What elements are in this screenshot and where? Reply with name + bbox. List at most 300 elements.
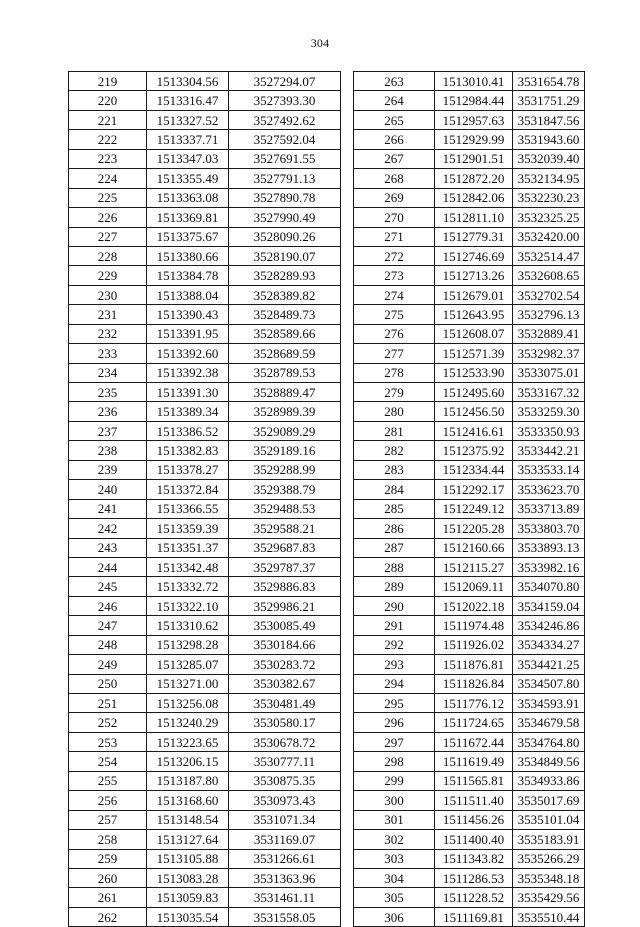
point-number-cell: 275 bbox=[354, 305, 435, 324]
y-coordinate-cell: 3533167.32 bbox=[513, 383, 585, 402]
point-number-cell: 233 bbox=[69, 344, 147, 363]
table-row bbox=[69, 285, 341, 304]
table-row bbox=[354, 363, 585, 382]
point-number-cell: 251 bbox=[69, 694, 147, 713]
point-number-cell: 277 bbox=[354, 344, 435, 363]
table-row bbox=[354, 402, 585, 421]
point-number-cell: 253 bbox=[69, 732, 147, 751]
y-coordinate-cell: 3530777.11 bbox=[229, 752, 341, 771]
y-coordinate-cell: 3528389.82 bbox=[229, 285, 341, 304]
x-coordinate-cell: 1511926.02 bbox=[435, 635, 513, 654]
y-coordinate-cell: 3535429.56 bbox=[513, 888, 585, 907]
point-number-cell: 290 bbox=[354, 596, 435, 615]
x-coordinate-cell: 1512375.92 bbox=[435, 441, 513, 460]
x-coordinate-cell: 1513010.41 bbox=[435, 72, 513, 91]
table-row bbox=[69, 402, 341, 421]
table-row bbox=[69, 655, 341, 674]
y-coordinate-cell: 3527890.78 bbox=[229, 188, 341, 207]
point-number-cell: 271 bbox=[354, 227, 435, 246]
y-coordinate-cell: 3529588.21 bbox=[229, 519, 341, 538]
x-coordinate-cell: 1512115.27 bbox=[435, 557, 513, 576]
point-number-cell: 228 bbox=[69, 246, 147, 265]
y-coordinate-cell: 3528689.59 bbox=[229, 344, 341, 363]
table-row bbox=[354, 421, 585, 440]
table-row bbox=[69, 616, 341, 635]
x-coordinate-cell: 1513059.83 bbox=[147, 888, 229, 907]
x-coordinate-cell: 1513105.88 bbox=[147, 849, 229, 868]
y-coordinate-cell: 3532702.54 bbox=[513, 285, 585, 304]
y-coordinate-cell: 3534849.56 bbox=[513, 752, 585, 771]
x-coordinate-cell: 1512957.63 bbox=[435, 110, 513, 129]
y-coordinate-cell: 3529189.16 bbox=[229, 441, 341, 460]
table-row bbox=[69, 810, 341, 829]
x-coordinate-cell: 1513372.84 bbox=[147, 480, 229, 499]
y-coordinate-cell: 3528489.73 bbox=[229, 305, 341, 324]
x-coordinate-cell: 1513083.28 bbox=[147, 868, 229, 887]
y-coordinate-cell: 3533259.30 bbox=[513, 402, 585, 421]
x-coordinate-cell: 1511169.81 bbox=[435, 907, 513, 926]
table-row bbox=[69, 577, 341, 596]
y-coordinate-cell: 3527592.04 bbox=[229, 130, 341, 149]
point-number-cell: 294 bbox=[354, 674, 435, 693]
x-coordinate-cell: 1512069.11 bbox=[435, 577, 513, 596]
point-number-cell: 278 bbox=[354, 363, 435, 382]
point-number-cell: 269 bbox=[354, 188, 435, 207]
point-number-cell: 244 bbox=[69, 557, 147, 576]
table-row bbox=[69, 635, 341, 654]
table-row bbox=[69, 538, 341, 557]
point-number-cell: 242 bbox=[69, 519, 147, 538]
y-coordinate-cell: 3532420.00 bbox=[513, 227, 585, 246]
x-coordinate-cell: 1512533.90 bbox=[435, 363, 513, 382]
y-coordinate-cell: 3529886.83 bbox=[229, 577, 341, 596]
table-row bbox=[354, 324, 585, 343]
point-number-cell: 289 bbox=[354, 577, 435, 596]
coordinate-table-left-body bbox=[69, 72, 341, 927]
y-coordinate-cell: 3534593.91 bbox=[513, 694, 585, 713]
y-coordinate-cell: 3530283.72 bbox=[229, 655, 341, 674]
y-coordinate-cell: 3531558.05 bbox=[229, 907, 341, 926]
y-coordinate-cell: 3533350.93 bbox=[513, 421, 585, 440]
table-row bbox=[354, 674, 585, 693]
point-number-cell: 265 bbox=[354, 110, 435, 129]
y-coordinate-cell: 3528090.26 bbox=[229, 227, 341, 246]
y-coordinate-cell: 3532982.37 bbox=[513, 344, 585, 363]
point-number-cell: 303 bbox=[354, 849, 435, 868]
x-coordinate-cell: 1511456.26 bbox=[435, 810, 513, 829]
x-coordinate-cell: 1512416.61 bbox=[435, 421, 513, 440]
table-row bbox=[354, 130, 585, 149]
y-coordinate-cell: 3534933.86 bbox=[513, 771, 585, 790]
point-number-cell: 227 bbox=[69, 227, 147, 246]
y-coordinate-cell: 3533982.16 bbox=[513, 557, 585, 576]
y-coordinate-cell: 3531847.56 bbox=[513, 110, 585, 129]
coordinate-table-right bbox=[353, 71, 585, 927]
x-coordinate-cell: 1512984.44 bbox=[435, 91, 513, 110]
x-coordinate-cell: 1513375.67 bbox=[147, 227, 229, 246]
point-number-cell: 302 bbox=[354, 830, 435, 849]
point-number-cell: 222 bbox=[69, 130, 147, 149]
point-number-cell: 243 bbox=[69, 538, 147, 557]
point-number-cell: 282 bbox=[354, 441, 435, 460]
x-coordinate-cell: 1512495.60 bbox=[435, 383, 513, 402]
x-coordinate-cell: 1512205.28 bbox=[435, 519, 513, 538]
table-row bbox=[354, 635, 585, 654]
table-row bbox=[69, 849, 341, 868]
y-coordinate-cell: 3527791.13 bbox=[229, 169, 341, 188]
x-coordinate-cell: 1512608.07 bbox=[435, 324, 513, 343]
x-coordinate-cell: 1511826.84 bbox=[435, 674, 513, 693]
point-number-cell: 248 bbox=[69, 635, 147, 654]
point-number-cell: 238 bbox=[69, 441, 147, 460]
table-row bbox=[354, 519, 585, 538]
y-coordinate-cell: 3533075.01 bbox=[513, 363, 585, 382]
point-number-cell: 252 bbox=[69, 713, 147, 732]
x-coordinate-cell: 1512456.50 bbox=[435, 402, 513, 421]
table-row bbox=[69, 421, 341, 440]
point-number-cell: 256 bbox=[69, 791, 147, 810]
table-row bbox=[69, 519, 341, 538]
x-coordinate-cell: 1513316.47 bbox=[147, 91, 229, 110]
table-row bbox=[69, 907, 341, 926]
point-number-cell: 270 bbox=[354, 208, 435, 227]
point-number-cell: 259 bbox=[69, 849, 147, 868]
point-number-cell: 280 bbox=[354, 402, 435, 421]
x-coordinate-cell: 1513386.52 bbox=[147, 421, 229, 440]
point-number-cell: 258 bbox=[69, 830, 147, 849]
point-number-cell: 298 bbox=[354, 752, 435, 771]
point-number-cell: 260 bbox=[69, 868, 147, 887]
y-coordinate-cell: 3531363.96 bbox=[229, 868, 341, 887]
x-coordinate-cell: 1513256.08 bbox=[147, 694, 229, 713]
table-row bbox=[69, 72, 341, 91]
table-row bbox=[354, 907, 585, 926]
point-number-cell: 291 bbox=[354, 616, 435, 635]
y-coordinate-cell: 3535017.69 bbox=[513, 791, 585, 810]
table-row bbox=[69, 441, 341, 460]
table-row bbox=[69, 110, 341, 129]
point-number-cell: 225 bbox=[69, 188, 147, 207]
table-row bbox=[69, 732, 341, 751]
table-row bbox=[69, 91, 341, 110]
y-coordinate-cell: 3529687.83 bbox=[229, 538, 341, 557]
point-number-cell: 297 bbox=[354, 732, 435, 751]
table-row bbox=[69, 694, 341, 713]
table-row bbox=[69, 752, 341, 771]
x-coordinate-cell: 1511974.48 bbox=[435, 616, 513, 635]
table-row bbox=[354, 577, 585, 596]
y-coordinate-cell: 3532608.65 bbox=[513, 266, 585, 285]
table-row bbox=[69, 499, 341, 518]
x-coordinate-cell: 1512643.95 bbox=[435, 305, 513, 324]
y-coordinate-cell: 3528889.47 bbox=[229, 383, 341, 402]
x-coordinate-cell: 1511619.49 bbox=[435, 752, 513, 771]
table-row bbox=[69, 460, 341, 479]
table-row bbox=[69, 383, 341, 402]
y-coordinate-cell: 3527294.07 bbox=[229, 72, 341, 91]
x-coordinate-cell: 1512842.06 bbox=[435, 188, 513, 207]
y-coordinate-cell: 3535101.04 bbox=[513, 810, 585, 829]
y-coordinate-cell: 3529288.99 bbox=[229, 460, 341, 479]
x-coordinate-cell: 1513310.62 bbox=[147, 616, 229, 635]
x-coordinate-cell: 1513366.55 bbox=[147, 499, 229, 518]
y-coordinate-cell: 3535266.29 bbox=[513, 849, 585, 868]
y-coordinate-cell: 3531461.11 bbox=[229, 888, 341, 907]
table-row bbox=[69, 596, 341, 615]
x-coordinate-cell: 1513337.71 bbox=[147, 130, 229, 149]
y-coordinate-cell: 3530481.49 bbox=[229, 694, 341, 713]
x-coordinate-cell: 1513168.60 bbox=[147, 791, 229, 810]
y-coordinate-cell: 3530875.35 bbox=[229, 771, 341, 790]
x-coordinate-cell: 1513206.15 bbox=[147, 752, 229, 771]
x-coordinate-cell: 1512929.99 bbox=[435, 130, 513, 149]
y-coordinate-cell: 3532230.23 bbox=[513, 188, 585, 207]
y-coordinate-cell: 3532796.13 bbox=[513, 305, 585, 324]
table-row bbox=[354, 72, 585, 91]
table-row bbox=[354, 460, 585, 479]
table-row bbox=[354, 616, 585, 635]
table-row bbox=[69, 713, 341, 732]
x-coordinate-cell: 1513391.30 bbox=[147, 383, 229, 402]
table-row bbox=[69, 246, 341, 265]
x-coordinate-cell: 1513389.34 bbox=[147, 402, 229, 421]
x-coordinate-cell: 1513347.03 bbox=[147, 149, 229, 168]
x-coordinate-cell: 1513035.54 bbox=[147, 907, 229, 926]
point-number-cell: 257 bbox=[69, 810, 147, 829]
table-row bbox=[69, 324, 341, 343]
y-coordinate-cell: 3531943.60 bbox=[513, 130, 585, 149]
y-coordinate-cell: 3530382.67 bbox=[229, 674, 341, 693]
table-row bbox=[354, 227, 585, 246]
y-coordinate-cell: 3527393.30 bbox=[229, 91, 341, 110]
x-coordinate-cell: 1511286.53 bbox=[435, 868, 513, 887]
table-row bbox=[354, 888, 585, 907]
x-coordinate-cell: 1513148.54 bbox=[147, 810, 229, 829]
x-coordinate-cell: 1513223.65 bbox=[147, 732, 229, 751]
table-row bbox=[69, 888, 341, 907]
table-row bbox=[354, 344, 585, 363]
y-coordinate-cell: 3534421.25 bbox=[513, 655, 585, 674]
table-row bbox=[69, 169, 341, 188]
point-number-cell: 263 bbox=[354, 72, 435, 91]
y-coordinate-cell: 3532325.25 bbox=[513, 208, 585, 227]
x-coordinate-cell: 1513127.64 bbox=[147, 830, 229, 849]
point-number-cell: 239 bbox=[69, 460, 147, 479]
point-number-cell: 254 bbox=[69, 752, 147, 771]
y-coordinate-cell: 3534679.58 bbox=[513, 713, 585, 732]
y-coordinate-cell: 3531751.29 bbox=[513, 91, 585, 110]
point-number-cell: 304 bbox=[354, 868, 435, 887]
point-number-cell: 240 bbox=[69, 480, 147, 499]
y-coordinate-cell: 3529089.29 bbox=[229, 421, 341, 440]
y-coordinate-cell: 3530580.17 bbox=[229, 713, 341, 732]
table-row bbox=[354, 596, 585, 615]
table-row bbox=[354, 655, 585, 674]
table-row bbox=[69, 227, 341, 246]
point-number-cell: 296 bbox=[354, 713, 435, 732]
point-number-cell: 255 bbox=[69, 771, 147, 790]
point-number-cell: 281 bbox=[354, 421, 435, 440]
y-coordinate-cell: 3529986.21 bbox=[229, 596, 341, 615]
point-number-cell: 224 bbox=[69, 169, 147, 188]
table-row bbox=[69, 791, 341, 810]
table-row bbox=[354, 149, 585, 168]
x-coordinate-cell: 1511776.12 bbox=[435, 694, 513, 713]
table-row bbox=[354, 791, 585, 810]
point-number-cell: 236 bbox=[69, 402, 147, 421]
x-coordinate-cell: 1512292.17 bbox=[435, 480, 513, 499]
y-coordinate-cell: 3533803.70 bbox=[513, 519, 585, 538]
table-row bbox=[354, 441, 585, 460]
table-row bbox=[354, 849, 585, 868]
point-number-cell: 288 bbox=[354, 557, 435, 576]
y-coordinate-cell: 3527492.62 bbox=[229, 110, 341, 129]
point-number-cell: 246 bbox=[69, 596, 147, 615]
y-coordinate-cell: 3530678.72 bbox=[229, 732, 341, 751]
y-coordinate-cell: 3528190.07 bbox=[229, 246, 341, 265]
x-coordinate-cell: 1513384.78 bbox=[147, 266, 229, 285]
x-coordinate-cell: 1512779.31 bbox=[435, 227, 513, 246]
point-number-cell: 262 bbox=[69, 907, 147, 926]
point-number-cell: 230 bbox=[69, 285, 147, 304]
point-number-cell: 229 bbox=[69, 266, 147, 285]
y-coordinate-cell: 3532889.41 bbox=[513, 324, 585, 343]
y-coordinate-cell: 3527990.49 bbox=[229, 208, 341, 227]
x-coordinate-cell: 1512901.51 bbox=[435, 149, 513, 168]
point-number-cell: 247 bbox=[69, 616, 147, 635]
table-row bbox=[354, 246, 585, 265]
point-number-cell: 235 bbox=[69, 383, 147, 402]
y-coordinate-cell: 3534246.86 bbox=[513, 616, 585, 635]
table-row bbox=[354, 713, 585, 732]
point-number-cell: 300 bbox=[354, 791, 435, 810]
x-coordinate-cell: 1513298.28 bbox=[147, 635, 229, 654]
table-row bbox=[354, 110, 585, 129]
x-coordinate-cell: 1511876.81 bbox=[435, 655, 513, 674]
point-number-cell: 292 bbox=[354, 635, 435, 654]
y-coordinate-cell: 3531266.61 bbox=[229, 849, 341, 868]
y-coordinate-cell: 3531654.78 bbox=[513, 72, 585, 91]
y-coordinate-cell: 3533713.89 bbox=[513, 499, 585, 518]
x-coordinate-cell: 1513363.08 bbox=[147, 188, 229, 207]
point-number-cell: 226 bbox=[69, 208, 147, 227]
point-number-cell: 295 bbox=[354, 694, 435, 713]
x-coordinate-cell: 1512746.69 bbox=[435, 246, 513, 265]
point-number-cell: 306 bbox=[354, 907, 435, 926]
x-coordinate-cell: 1513351.37 bbox=[147, 538, 229, 557]
x-coordinate-cell: 1512679.01 bbox=[435, 285, 513, 304]
y-coordinate-cell: 3530085.49 bbox=[229, 616, 341, 635]
table-row bbox=[354, 752, 585, 771]
point-number-cell: 266 bbox=[354, 130, 435, 149]
point-number-cell: 245 bbox=[69, 577, 147, 596]
point-number-cell: 286 bbox=[354, 519, 435, 538]
table-row bbox=[354, 285, 585, 304]
x-coordinate-cell: 1513332.72 bbox=[147, 577, 229, 596]
table-row bbox=[69, 674, 341, 693]
x-coordinate-cell: 1512811.10 bbox=[435, 208, 513, 227]
x-coordinate-cell: 1511672.44 bbox=[435, 732, 513, 751]
y-coordinate-cell: 3528289.93 bbox=[229, 266, 341, 285]
x-coordinate-cell: 1513390.43 bbox=[147, 305, 229, 324]
point-number-cell: 234 bbox=[69, 363, 147, 382]
table-row bbox=[354, 771, 585, 790]
x-coordinate-cell: 1511228.52 bbox=[435, 888, 513, 907]
table-row bbox=[354, 694, 585, 713]
x-coordinate-cell: 1512872.20 bbox=[435, 169, 513, 188]
table-row bbox=[354, 732, 585, 751]
y-coordinate-cell: 3530973.43 bbox=[229, 791, 341, 810]
x-coordinate-cell: 1513355.49 bbox=[147, 169, 229, 188]
y-coordinate-cell: 3529787.37 bbox=[229, 557, 341, 576]
point-number-cell: 273 bbox=[354, 266, 435, 285]
x-coordinate-cell: 1513304.56 bbox=[147, 72, 229, 91]
y-coordinate-cell: 3528589.66 bbox=[229, 324, 341, 343]
x-coordinate-cell: 1512571.39 bbox=[435, 344, 513, 363]
table-row bbox=[69, 344, 341, 363]
table-row bbox=[354, 305, 585, 324]
x-coordinate-cell: 1512334.44 bbox=[435, 460, 513, 479]
point-number-cell: 219 bbox=[69, 72, 147, 91]
x-coordinate-cell: 1513388.04 bbox=[147, 285, 229, 304]
page-number: 304 bbox=[310, 36, 330, 50]
point-number-cell: 272 bbox=[354, 246, 435, 265]
y-coordinate-cell: 3534070.80 bbox=[513, 577, 585, 596]
point-number-cell: 287 bbox=[354, 538, 435, 557]
x-coordinate-cell: 1513285.07 bbox=[147, 655, 229, 674]
y-coordinate-cell: 3532134.95 bbox=[513, 169, 585, 188]
x-coordinate-cell: 1513391.95 bbox=[147, 324, 229, 343]
x-coordinate-cell: 1513380.66 bbox=[147, 246, 229, 265]
point-number-cell: 301 bbox=[354, 810, 435, 829]
point-number-cell: 232 bbox=[69, 324, 147, 343]
point-number-cell: 283 bbox=[354, 460, 435, 479]
x-coordinate-cell: 1513271.00 bbox=[147, 674, 229, 693]
point-number-cell: 220 bbox=[69, 91, 147, 110]
y-coordinate-cell: 3533623.70 bbox=[513, 480, 585, 499]
point-number-cell: 267 bbox=[354, 149, 435, 168]
x-coordinate-cell: 1512713.26 bbox=[435, 266, 513, 285]
point-number-cell: 268 bbox=[354, 169, 435, 188]
x-coordinate-cell: 1513187.80 bbox=[147, 771, 229, 790]
table-row bbox=[354, 868, 585, 887]
point-number-cell: 221 bbox=[69, 110, 147, 129]
table-row bbox=[354, 499, 585, 518]
table-row bbox=[354, 208, 585, 227]
table-row bbox=[69, 480, 341, 499]
x-coordinate-cell: 1512249.12 bbox=[435, 499, 513, 518]
x-coordinate-cell: 1513392.60 bbox=[147, 344, 229, 363]
table-row bbox=[69, 188, 341, 207]
table-row bbox=[354, 383, 585, 402]
table-row bbox=[69, 305, 341, 324]
point-number-cell: 284 bbox=[354, 480, 435, 499]
x-coordinate-cell: 1513382.83 bbox=[147, 441, 229, 460]
x-coordinate-cell: 1513369.81 bbox=[147, 208, 229, 227]
table-row bbox=[69, 771, 341, 790]
y-coordinate-cell: 3534764.80 bbox=[513, 732, 585, 751]
table-row bbox=[354, 538, 585, 557]
y-coordinate-cell: 3531169.07 bbox=[229, 830, 341, 849]
table-row bbox=[69, 868, 341, 887]
table-row bbox=[69, 557, 341, 576]
table-row bbox=[354, 91, 585, 110]
x-coordinate-cell: 1511511.40 bbox=[435, 791, 513, 810]
table-row bbox=[69, 208, 341, 227]
point-number-cell: 279 bbox=[354, 383, 435, 402]
table-row bbox=[69, 266, 341, 285]
point-number-cell: 264 bbox=[354, 91, 435, 110]
